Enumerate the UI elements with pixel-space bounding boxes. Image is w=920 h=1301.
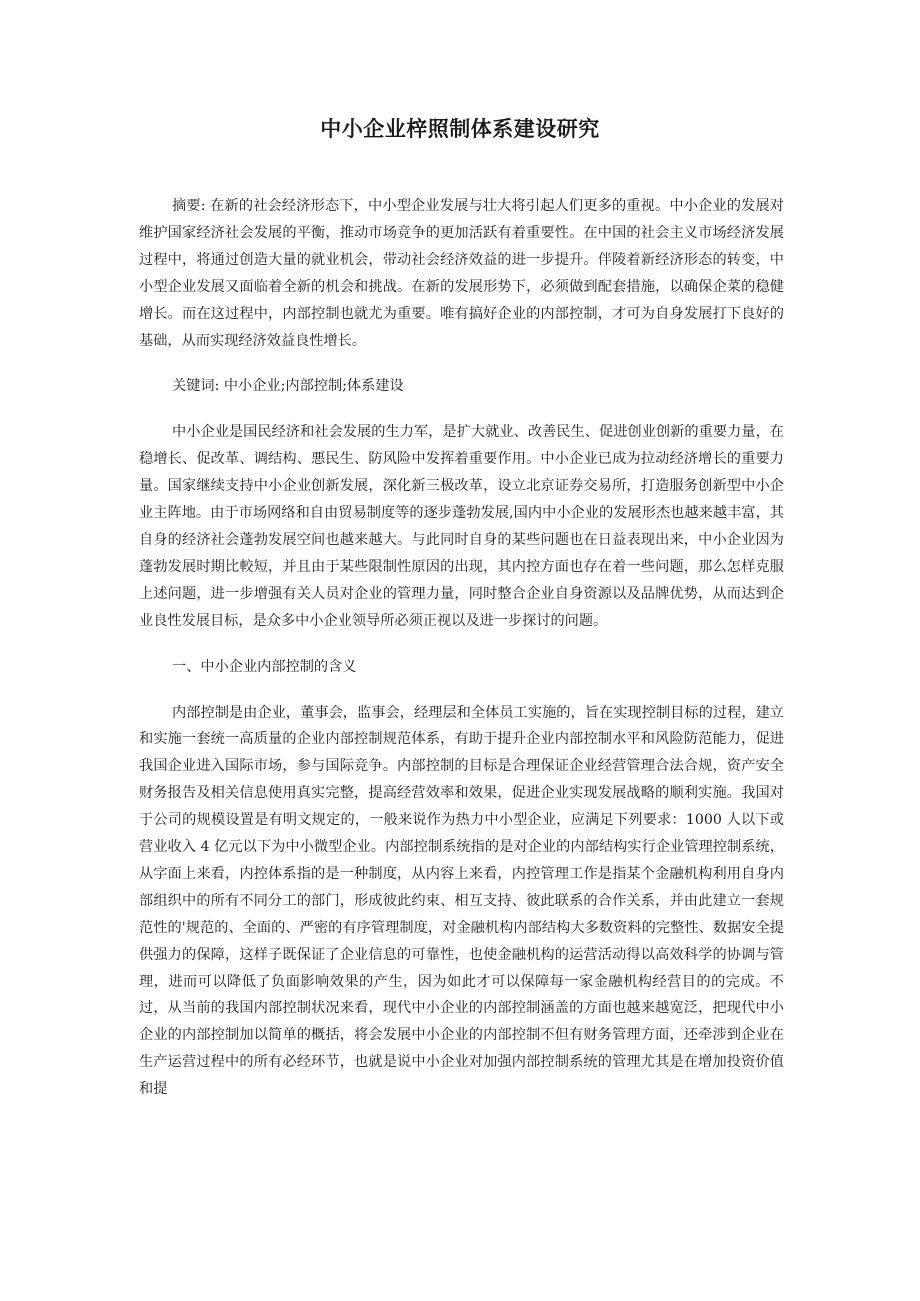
paragraph-spacer [139, 681, 784, 700]
paragraph-spacer [139, 354, 784, 373]
section-paragraph: 内部控制是由企业，董事会，监事会，经理层和全体员工实施的，旨在实现控制目标的过程，建立和实施一套统一高质量的企业内部控制规范体系，有助于提升企业内部控制水平和风险防范能力，促进我国企业进入国际市场，参与国际竞争。内部控制的目标是合理保证企业经营管理合法合规，资产安全财务报告及相关信息使用真实完整，提高经营效率和效果，促进企业实现发展战略的顺利实施。我国对于公司的规模设置是有明文规定的，一般来说作为热力中小型企业，应满足下列要求：1000 人以下或营业收入 4 亿元以下为中小微型企业。内部控制系统指的是对企业的内部结构实行企业管理控制系统，从字面上来看，内控体系指的是一种制度，从内容上来看，内控管理工作是指某个金融机构利用自身内部组织中的所有不同分工的部门，形成彼此约束、相互支持、彼此联系的合作关系，并由此建立一套规范性的'规范的、全面的、严密的有序管理制度，对金融机构内部结构大多数资料的完整性、数据安全提供强力的保障，这样子既保证了企业信息的可靠性，也使金融机构的运营活动得以高效科学的协调与管理，进而可以降低了负面影响效果的产生，因为如此才可以保障每一家金融机构经营目的的完成。不过，从当前的我国内部控制状况来看，现代中小企业的内部控制涵盖的方面也越来越宽泛，把现代中小企业的内部控制加以简单的概括，将会发展中小企业的内部控制不但有财务管理方面，还牵涉到企业在生产运营过程中的所有必经环节，也就是说中小企业对加强内部控制系统的管理尤其是在增加投资价值和提 [139, 704, 784, 1098]
document-title: 中小企业梓照制体系建设研究 [320, 117, 600, 141]
document-body [139, 193, 784, 1103]
paragraph-spacer [139, 400, 784, 419]
intro-paragraph: 中小企业是国民经济和社会发展的生力军，是扩大就业、改善民生、促进创业创新的重要力量，在稳增长、促改革、调结构、悪民生、防风险中发挥着重要作用。中小企业已成为拉动经济增长的重要力量。国家继续支持中小企业创新发展，深化新三极改革，设立北京证券交易所，打造服务创新型中小企业主阵地。由于市场网络和自由贸易制度等的逐步蓬勃发展,国内中小企业的发展形杰也越来越丰富，其自身的经济社会蓬勃发展空间也越来越大。与此同时自身的某些问题也在日益表现出来，中小企业因为蓬勃发展时期比較短，并且由于某些限制性原因的出现，其内控方面也存在着一些问题，那么怎样克服上述问题，进一步增强有关人员对企业的管理力量，同时整合企业自身资源以及品牌优势，从而达到企业良性发展目标，是众多中小企业领导所必须正视以及进一步探讨的问题。 [139, 424, 784, 629]
paragraph-spacer [139, 635, 784, 654]
section-heading: 一、中小企业内部控制的含义 [172, 658, 357, 675]
keywords-line: 关键词: 中小企业;内部控制;体系建设 [172, 378, 404, 395]
abstract-paragraph: 摘要: 在新的社会经济形态下，中小型企业发展与壮大将引起人们更多的重视。中小企业的发展对维护国家经济社会发展的平衡，推动市场竞争的更加活跃有着重要性。在中国的社会主义市场经济发展过程中，将通过创造大量的就业机会，带动社会经济效益的进一步提升。伴陵着新经济形态的转变，中小型企业发展又面临着全新的机会和挑战。在新的发展形势下，必须做到配套措施，以确保企菜的稳健增长。而在这过程中，内部控制也就尤为重要。唯有搞好企业的内部控制，才可为自身发展打下良好的基础，从而实现经济效益良性增长。 [139, 198, 784, 349]
